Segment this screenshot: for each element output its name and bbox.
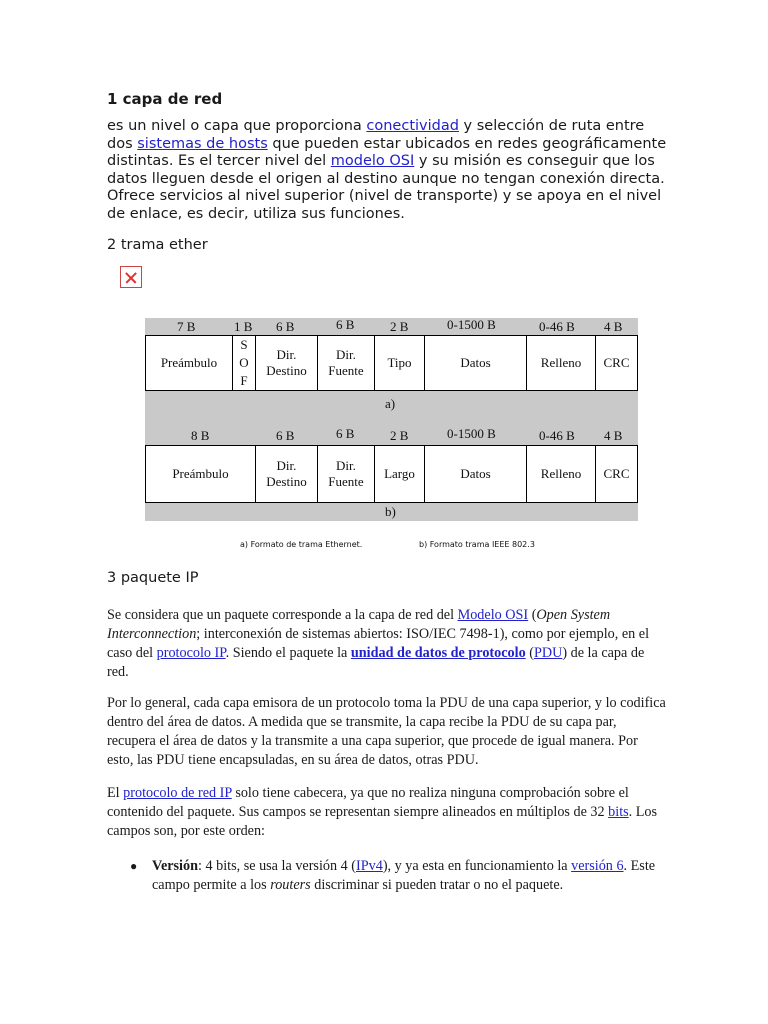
size-label: 6 B	[276, 428, 295, 443]
strong-text: Versión	[152, 858, 198, 874]
field-dir-fuente: Dir. Fuente	[317, 445, 375, 503]
field-sof: S O F	[232, 335, 256, 391]
size-label: 2 B	[390, 428, 409, 443]
link-modelo-osi[interactable]: modelo OSI	[330, 153, 415, 169]
field-dir-destino: Dir. Destino	[255, 445, 318, 503]
text: . Los campos son, por este orden:	[107, 804, 658, 839]
link-conectividad[interactable]: conectividad	[366, 118, 459, 134]
text: (	[528, 607, 537, 623]
size-label: 6 B	[276, 319, 295, 334]
text: ; interconexión de sistemas abiertos: ISO/IEC 7498-1), como por ejemplo, en el caso del	[107, 626, 650, 661]
paragraph-paquete-ip-1	[107, 606, 667, 682]
list-item-version	[152, 857, 672, 895]
caption-a: a) Formato de trama Ethernet.	[240, 540, 363, 549]
link-version-6[interactable]: versión 6	[571, 858, 624, 874]
row-label-a: a)	[385, 396, 396, 411]
field-preambulo	[145, 335, 233, 391]
text: que pueden estar ubicados en redes geográficamente distintas. Es el tercer nivel del	[107, 135, 667, 169]
field-dir-fuente: Dir. Fuente	[317, 335, 375, 391]
size-label: 2 B	[390, 319, 409, 334]
field-relleno: Relleno	[526, 335, 596, 391]
field-relleno: Relleno	[526, 445, 596, 503]
text: (	[525, 645, 534, 661]
size-label: 0-46 B	[539, 428, 575, 443]
link-sistemas-de-hosts[interactable]: sistemas de hosts	[137, 135, 268, 152]
field-crc: CRC	[595, 335, 638, 391]
link-protocolo-ip[interactable]: protocolo IP	[156, 645, 226, 661]
paragraph-paquete-ip-3	[107, 784, 667, 841]
size-label: 0-46 B	[539, 319, 575, 334]
ethernet-frame-figure	[145, 318, 638, 521]
field-text: Preámbulo	[160, 355, 218, 370]
bullet-icon: ●	[130, 859, 138, 873]
emphasis-text: routers	[270, 877, 311, 893]
field-crc: CRC	[595, 445, 638, 503]
emphasis-text: Open System Interconnection	[107, 607, 611, 642]
paragraph-capa-de-red	[107, 118, 667, 223]
size-label: 1 B	[234, 319, 253, 334]
size-label: 4 B	[604, 319, 623, 334]
link-modelo-osi[interactable]: Modelo OSI	[457, 607, 529, 623]
field-datos: Datos	[424, 335, 527, 391]
heading-paquete-ip: 3 paquete IP	[107, 570, 199, 586]
text: y selección de ruta entre dos	[107, 118, 645, 152]
field-datos: Datos	[424, 445, 527, 503]
text: ) de la capa de red.	[107, 645, 645, 680]
size-label: 6 B	[336, 426, 355, 441]
text: discriminar si pueden tratar o no el paquete.	[310, 877, 564, 893]
link-ipv4[interactable]: IPv4	[356, 858, 383, 874]
text: es un nivel o capa que proporciona	[107, 118, 367, 134]
text: : 4 bits, se usa la versión 4 (	[197, 858, 356, 874]
text: solo tiene cabecera, ya que no realiza ninguna comprobación sobre el contenido del paquete. Sus campos se representan siempre alineados en múltiplos de 32	[107, 785, 629, 820]
heading-trama-ether: 2 trama ether	[107, 237, 208, 253]
field-dir-destino: Dir. Destino	[255, 335, 318, 391]
text: . Siendo el paquete la	[225, 645, 351, 661]
field-largo: Largo	[374, 445, 425, 503]
text: ), y ya esta en funcionamiento la	[382, 858, 572, 874]
size-label: 7 B	[177, 319, 196, 334]
size-label: 0-1500 B	[447, 317, 496, 332]
paragraph-paquete-ip-2: Por lo general, cada capa emisora de un protocolo toma la PDU de una capa superior, y lo codifica dentro del área de datos. A medida que se transmite, la capa recibe la PDU de su capa par, recupera el área de datos y la transmite a una capa superior, que procede de igual manera. Por esto, las PDU tiene encapsuladas, en su área de datos, otras PDU.	[107, 695, 666, 768]
size-label: 8 B	[191, 428, 210, 443]
text: El	[107, 785, 124, 801]
link-bits[interactable]: bits	[608, 804, 629, 820]
field-tipo: Tipo	[374, 335, 425, 391]
size-label: 4 B	[604, 428, 623, 443]
row-label-b: b)	[385, 504, 396, 519]
broken-image-icon	[120, 266, 142, 288]
heading-capa-de-red: 1 capa de red	[107, 90, 223, 108]
caption-b: b) Formato trama IEEE 802.3	[419, 540, 535, 549]
size-label: 6 B	[336, 317, 355, 332]
text: y su misión es conseguir que los datos lleguen desde el origen al destino aunque no tengan conexión directa. Ofrece servicios al nivel superior (nivel de transporte) y se apoya en el nivel de enlace, es decir, utiliza sus funciones.	[107, 153, 665, 222]
size-label: 0-1500 B	[447, 426, 496, 441]
text: Se considera que un paquete corresponde a la capa de red del	[107, 607, 458, 623]
field-preambulo: Preámbulo	[145, 445, 256, 503]
link-pdu[interactable]: PDU	[533, 645, 563, 661]
link-protocolo-de-red-ip[interactable]: protocolo de red IP	[123, 785, 232, 801]
text: . Este campo permite a los	[152, 858, 656, 893]
link-unidad-de-datos-de-protocolo[interactable]: unidad de datos de protocolo	[350, 645, 526, 661]
